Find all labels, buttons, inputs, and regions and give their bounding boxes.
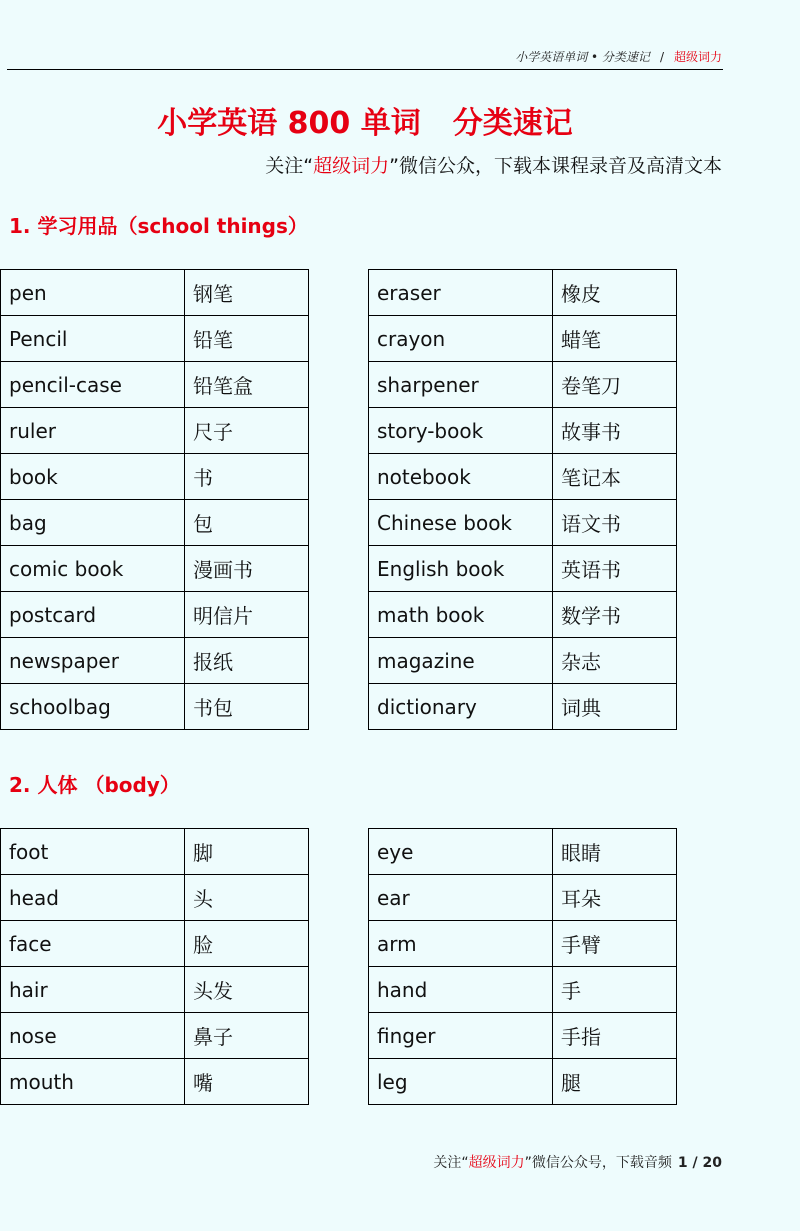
chinese-meaning: 手指 [553,1013,677,1059]
section-heading-school-things: 1. 学习用品（school things） [9,214,308,238]
header-brand: 超级词力 [673,50,722,64]
chinese-meaning: 头 [185,875,309,921]
chinese-meaning: 数学书 [553,592,677,638]
table-row [369,921,677,967]
english-word: mouth [1,1059,185,1105]
table-row [369,546,677,592]
vocab-table-school-things-right [368,269,677,730]
chinese-meaning: 头发 [185,967,309,1013]
english-word: bag [1,500,185,546]
subtitle [265,151,722,178]
table-row [369,1059,677,1105]
table-row [1,408,309,454]
chinese-meaning: 脸 [185,921,309,967]
chinese-meaning: 词典 [553,684,677,730]
chinese-meaning: 手 [553,967,677,1013]
table-row [369,638,677,684]
english-word: Chinese book [369,500,553,546]
table-row [1,684,309,730]
vocab-table-school-things-left [0,269,309,730]
section-heading-body: 2. 人体 （body） [9,773,180,797]
chinese-meaning: 鼻子 [185,1013,309,1059]
header-divider [7,69,723,70]
chinese-meaning: 腿 [553,1059,677,1105]
page-footer [433,1152,722,1172]
english-word: dictionary [369,684,553,730]
chinese-meaning: 嘴 [185,1059,309,1105]
table-row [1,1059,309,1105]
table-row [1,454,309,500]
chinese-meaning: 耳朵 [553,875,677,921]
table-row [369,967,677,1013]
english-word: sharpener [369,362,553,408]
table-row [369,500,677,546]
english-word: postcard [1,592,185,638]
english-word: crayon [369,316,553,362]
table-row [1,875,309,921]
english-word: foot [1,829,185,875]
english-word: ear [369,875,553,921]
chinese-meaning: 英语书 [553,546,677,592]
table-row [1,500,309,546]
chinese-meaning: 钢笔 [185,270,309,316]
table-row [369,875,677,921]
table-row [1,921,309,967]
vocab-table-body-left [0,828,309,1105]
chinese-meaning: 明信片 [185,592,309,638]
chinese-meaning: 卷笔刀 [553,362,677,408]
english-word: eraser [369,270,553,316]
chinese-meaning: 漫画书 [185,546,309,592]
table-row [1,270,309,316]
table-row [369,684,677,730]
chinese-meaning: 杂志 [553,638,677,684]
english-word: hand [369,967,553,1013]
table-row [369,270,677,316]
english-word: Pencil [1,316,185,362]
chinese-meaning: 铅笔 [185,316,309,362]
english-word: leg [369,1059,553,1105]
chinese-meaning: 蜡笔 [553,316,677,362]
footer-brand: 超级词力 [468,1155,525,1171]
english-word: book [1,454,185,500]
table-row [369,829,677,875]
table-row [1,546,309,592]
english-word: arm [369,921,553,967]
table-row [1,638,309,684]
chinese-meaning: 手臂 [553,921,677,967]
table-row [369,592,677,638]
subtitle-brand: 超级词力 [313,155,390,177]
english-word: notebook [369,454,553,500]
page-number: 1 / 20 [677,1155,722,1171]
table-row [1,362,309,408]
english-word: face [1,921,185,967]
chinese-meaning: 铅笔盒 [185,362,309,408]
english-word: nose [1,1013,185,1059]
page-title-main: 小学英语 800 单词 [157,106,421,141]
english-word: story-book [369,408,553,454]
table-row [1,316,309,362]
page-header [515,48,722,65]
chinese-meaning: 书 [185,454,309,500]
table-row [369,316,677,362]
chinese-meaning: 橡皮 [553,270,677,316]
chinese-meaning: 笔记本 [553,454,677,500]
chinese-meaning: 包 [185,500,309,546]
footer-prefix: 关注“ [433,1155,469,1171]
table-row [369,454,677,500]
table-row [1,829,309,875]
table-row [369,1013,677,1059]
page-title-sub: 分类速记 [452,106,573,141]
subtitle-prefix: 关注“ [265,155,314,177]
chinese-meaning: 语文书 [553,500,677,546]
english-word: hair [1,967,185,1013]
english-word: finger [369,1013,553,1059]
table-row [1,967,309,1013]
table-row [369,408,677,454]
chinese-meaning: 书包 [185,684,309,730]
chinese-meaning: 尺子 [185,408,309,454]
table-row [1,1013,309,1059]
english-word: ruler [1,408,185,454]
footer-suffix: ”微信公众号，下载音频 [524,1155,672,1171]
english-word: English book [369,546,553,592]
table-row [369,362,677,408]
table-row [1,592,309,638]
english-word: schoolbag [1,684,185,730]
english-word: eye [369,829,553,875]
english-word: comic book [1,546,185,592]
english-word: head [1,875,185,921]
english-word: magazine [369,638,553,684]
header-series-title: 小学英语单词 • 分类速记 [515,50,650,64]
english-word: math book [369,592,553,638]
chinese-meaning: 脚 [185,829,309,875]
page-title [0,98,730,142]
header-separator: / [659,50,664,64]
chinese-meaning: 眼睛 [553,829,677,875]
english-word: pen [1,270,185,316]
vocab-table-body-right [368,828,677,1105]
english-word: pencil-case [1,362,185,408]
subtitle-suffix: ”微信公众，下载本课程录音及高清文本 [389,155,722,177]
english-word: newspaper [1,638,185,684]
chinese-meaning: 故事书 [553,408,677,454]
chinese-meaning: 报纸 [185,638,309,684]
